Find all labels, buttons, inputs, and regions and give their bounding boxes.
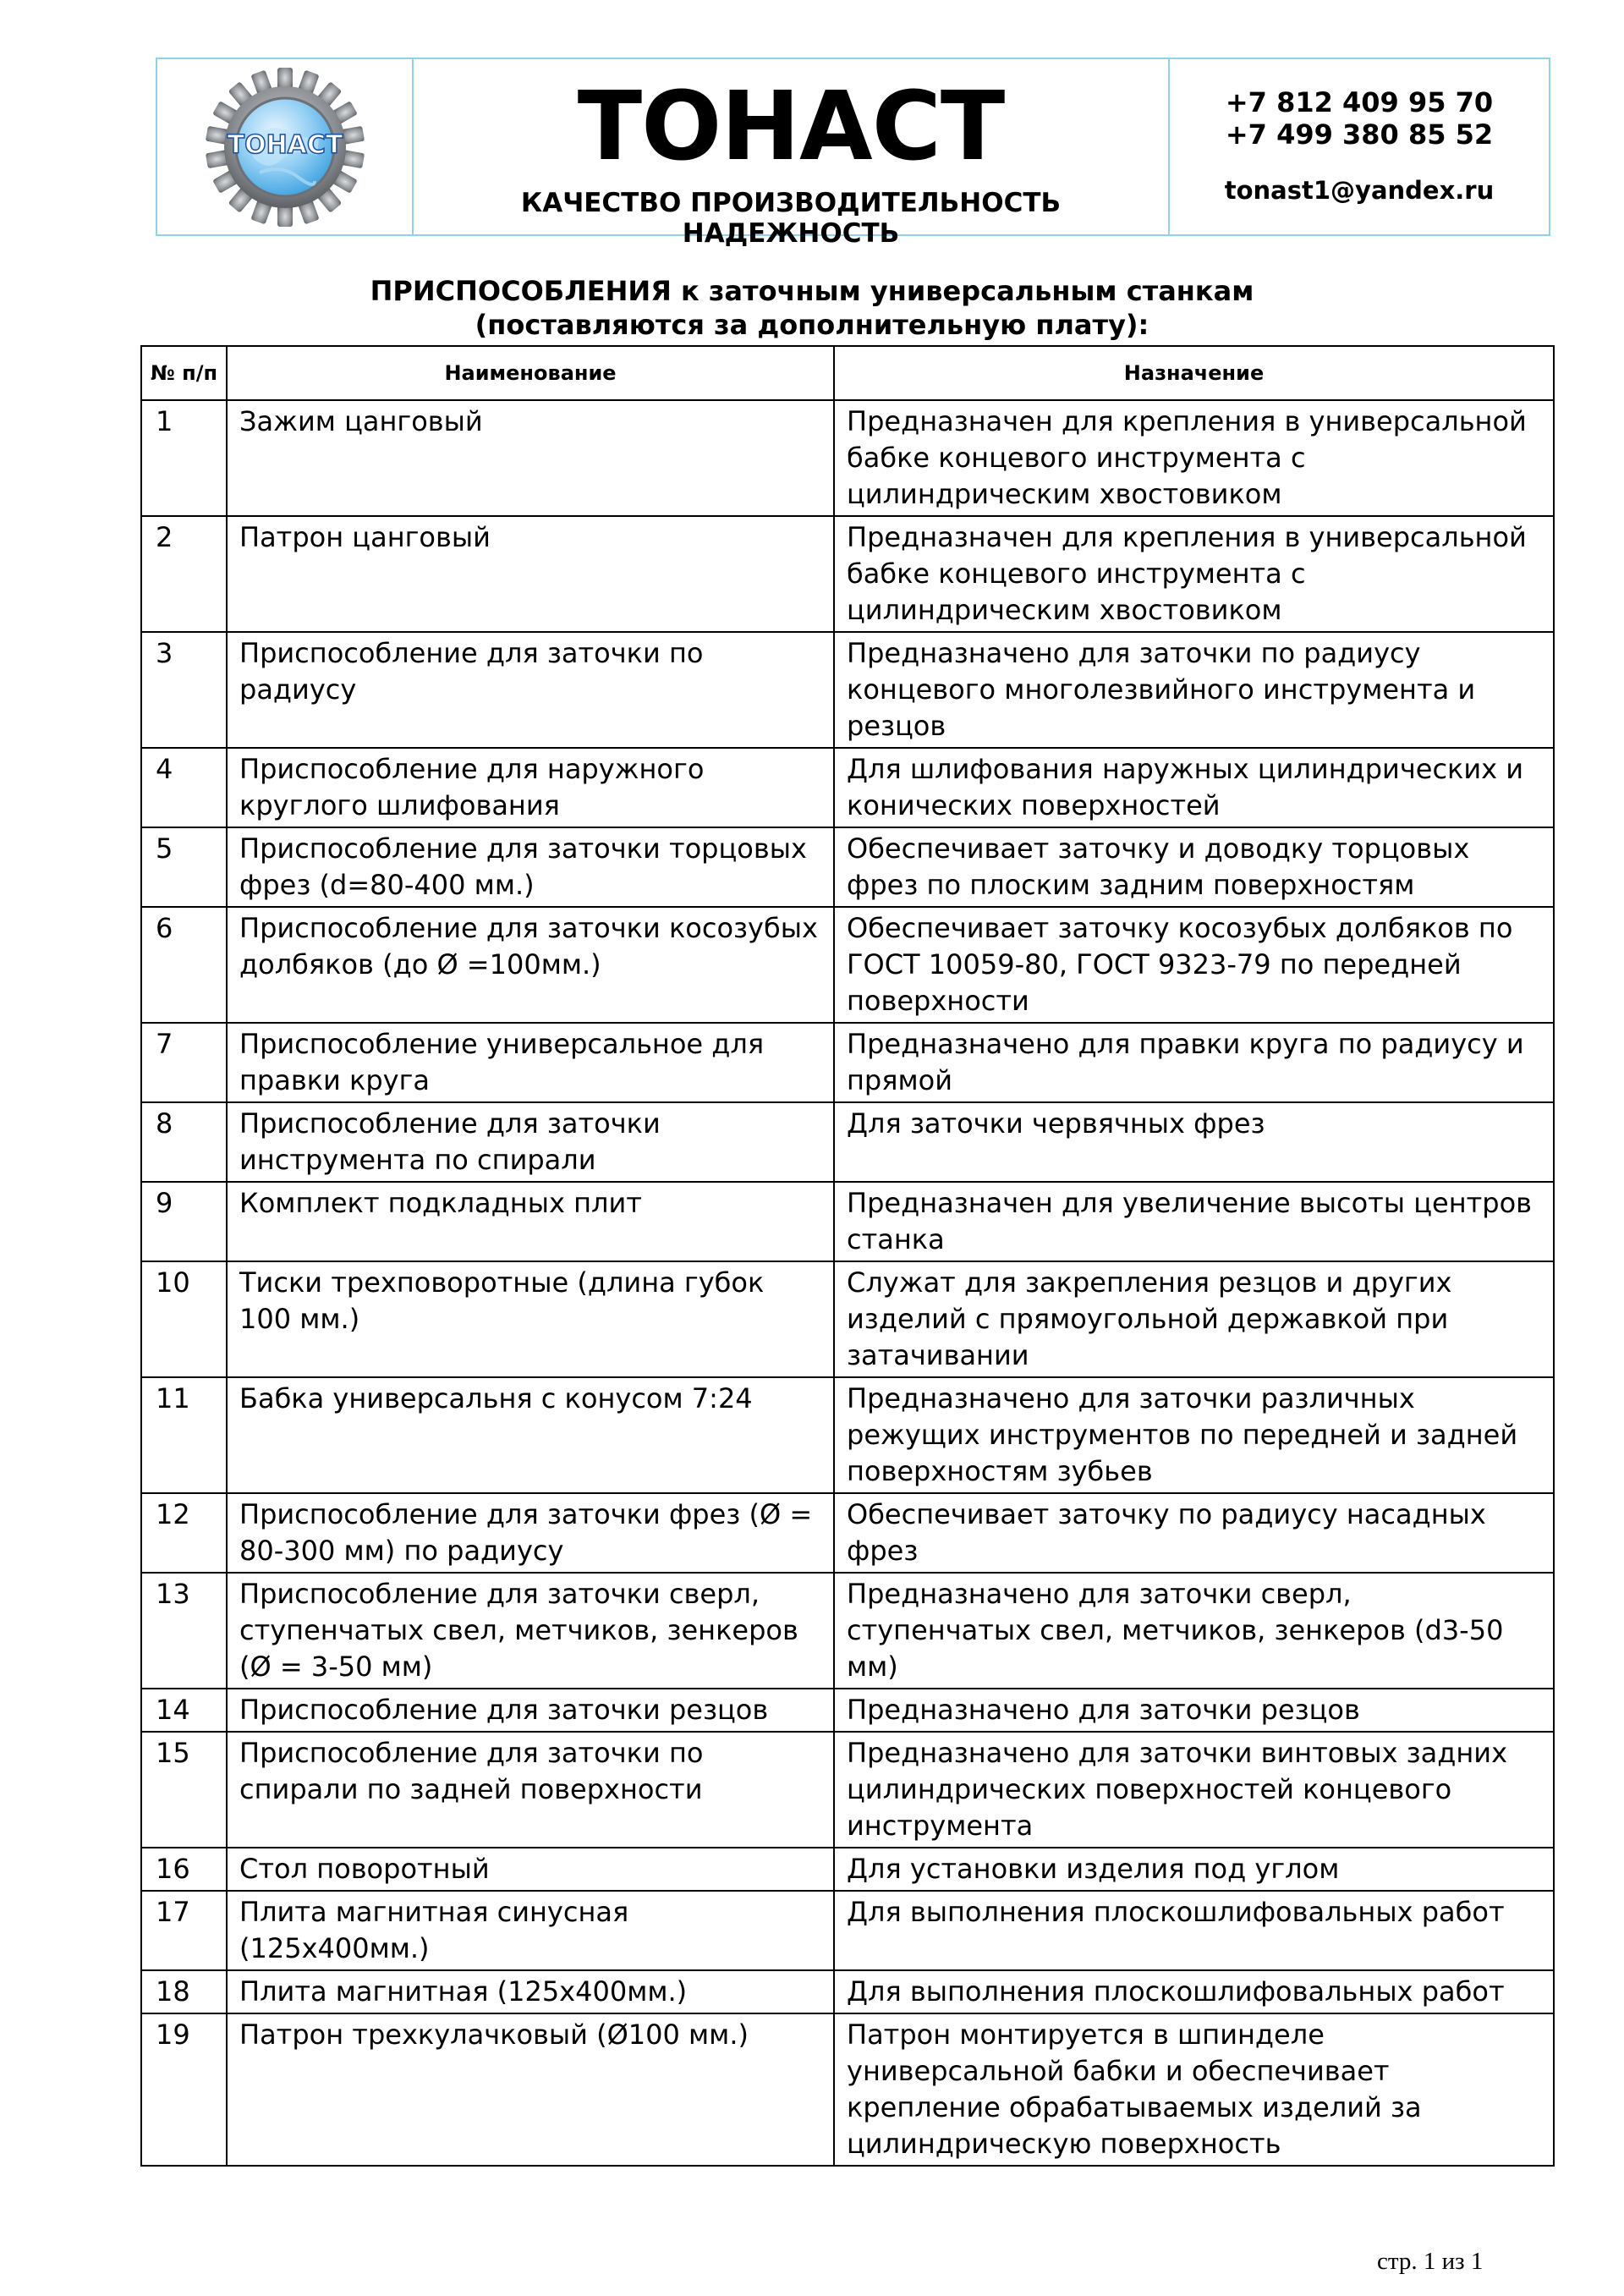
cell-name: Плита магнитная синусная (125х400мм.) bbox=[227, 1891, 834, 1970]
cell-purpose: Предназначено для заточки резцов bbox=[834, 1689, 1554, 1732]
header-purpose: Назначение bbox=[834, 346, 1554, 400]
cell-name: Приспособление для заточки по радиусу bbox=[227, 632, 834, 748]
table-row bbox=[141, 1689, 1554, 1732]
cell-name: Приспособление универсальное для правки круга bbox=[227, 1023, 834, 1102]
cell-purpose: Предназначено для заточки по радиусу концевого многолезвийного инструмента и резцов bbox=[834, 632, 1554, 748]
cell-name: Комплект подкладных плит bbox=[227, 1182, 834, 1261]
cell-name: Бабка универсальня с конусом 7:24 bbox=[227, 1377, 834, 1493]
cell-num: 4 bbox=[141, 748, 227, 827]
cell-name: Зажим цанговый bbox=[227, 400, 834, 516]
table-row bbox=[141, 1493, 1554, 1573]
header-num: № п/п bbox=[141, 346, 227, 400]
table-row bbox=[141, 1848, 1554, 1891]
document-title: ПРИСПОСОБЛЕНИЯ к заточным универсальным станкам bbox=[370, 275, 1254, 307]
phone-2: +7 499 380 85 52 bbox=[1225, 118, 1494, 151]
document-header bbox=[156, 58, 1550, 249]
cell-num: 5 bbox=[141, 827, 227, 907]
brand-name: ТОНАСТ bbox=[577, 72, 1005, 182]
table-row bbox=[141, 1970, 1554, 2013]
contacts-cell bbox=[1170, 59, 1549, 234]
cell-name: Стол поворотный bbox=[227, 1848, 834, 1891]
cell-name: Приспособление для заточки сверл, ступенчатых свел, метчиков, зенкеров (Ø = 3-50 мм) bbox=[227, 1573, 834, 1689]
cell-num: 3 bbox=[141, 632, 227, 748]
cell-purpose: Служат для закрепления резцов и других изделий с прямоугольной державкой при затачивании bbox=[834, 1261, 1554, 1377]
cell-num: 15 bbox=[141, 1732, 227, 1848]
cell-num: 13 bbox=[141, 1573, 227, 1689]
cell-num: 12 bbox=[141, 1493, 227, 1573]
logo-cell bbox=[157, 59, 414, 234]
cell-num: 10 bbox=[141, 1261, 227, 1377]
brand-cell bbox=[414, 59, 1170, 249]
cell-purpose: Предназначен для крепления в универсальной бабке концевого инструмента с цилиндрическим хвостовиком bbox=[834, 516, 1554, 632]
table-row bbox=[141, 632, 1554, 748]
cell-name: Патрон трехкулачковый (Ø100 мм.) bbox=[227, 2013, 834, 2166]
cell-num: 19 bbox=[141, 2013, 227, 2166]
table-row bbox=[141, 1573, 1554, 1689]
table-body bbox=[141, 400, 1554, 2166]
cell-purpose: Обеспечивает заточку по радиусу насадных фрез bbox=[834, 1493, 1554, 1573]
cell-purpose: Предназначено для правки круга по радиусу и прямой bbox=[834, 1023, 1554, 1102]
cell-num: 14 bbox=[141, 1689, 227, 1732]
table-row bbox=[141, 1261, 1554, 1377]
logo-label: ТОНАСТ bbox=[227, 129, 343, 160]
cell-purpose: Предназначено для заточки винтовых задних цилиндрических поверхностей концевого инструмента bbox=[834, 1732, 1554, 1848]
cell-purpose: Обеспечивает заточку и доводку торцовых фрез по плоским задним поверхностям bbox=[834, 827, 1554, 907]
cell-name: Плита магнитная (125х400мм.) bbox=[227, 1970, 834, 2013]
cell-name: Патрон цанговый bbox=[227, 516, 834, 632]
cell-name: Приспособление для заточки по спирали по задней поверхности bbox=[227, 1732, 834, 1848]
document-subtitle: (поставляются за дополнительную плату): bbox=[475, 309, 1149, 341]
table-row bbox=[141, 1102, 1554, 1182]
email: tonast1@yandex.ru bbox=[1224, 176, 1495, 205]
cell-num: 9 bbox=[141, 1182, 227, 1261]
cell-num: 17 bbox=[141, 1891, 227, 1970]
cell-purpose: Предназначен для увеличение высоты центров станка bbox=[834, 1182, 1554, 1261]
cell-num: 2 bbox=[141, 516, 227, 632]
table-row bbox=[141, 1891, 1554, 1970]
cell-purpose: Для установки изделия под углом bbox=[834, 1848, 1554, 1891]
cell-num: 8 bbox=[141, 1102, 227, 1182]
company-logo bbox=[200, 63, 370, 232]
table-row bbox=[141, 1023, 1554, 1102]
cell-name: Тиски трехповоротные (длина губок 100 мм.) bbox=[227, 1261, 834, 1377]
table-row bbox=[141, 1182, 1554, 1261]
cell-purpose: Предназначено для заточки сверл, ступенчатых свел, метчиков, зенкеров (d3-50 мм) bbox=[834, 1573, 1554, 1689]
table-row bbox=[141, 1732, 1554, 1848]
page-number: стр. 1 из 1 bbox=[1377, 2248, 1484, 2275]
table-row bbox=[141, 400, 1554, 516]
table-row bbox=[141, 1377, 1554, 1493]
cell-name: Приспособление для заточки инструмента по спирали bbox=[227, 1102, 834, 1182]
cell-purpose: Патрон монтируется в шпинделе универсальной бабки и обеспечивает крепление обрабатываемых изделий за цилиндрическую поверхность bbox=[834, 2013, 1554, 2166]
cell-purpose: Для выполнения плоскошлифовальных работ bbox=[834, 1891, 1554, 1970]
table-header-row bbox=[141, 346, 1554, 400]
cell-num: 7 bbox=[141, 1023, 227, 1102]
cell-purpose: Для выполнения плоскошлифовальных работ bbox=[834, 1970, 1554, 2013]
cell-name: Приспособление для заточки косозубых долбяков (до Ø =100мм.) bbox=[227, 907, 834, 1023]
cell-name: Приспособление для заточки фрез (Ø = 80-300 мм) по радиусу bbox=[227, 1493, 834, 1573]
table-row bbox=[141, 516, 1554, 632]
table-row bbox=[141, 2013, 1554, 2166]
brand-slogan: КАЧЕСТВО ПРОИЗВОДИТЕЛЬНОСТЬ НАДЕЖНОСТЬ bbox=[520, 188, 1062, 249]
cell-purpose: Предназначен для крепления в универсальной бабке концевого инструмента с цилиндрическим хвостовиком bbox=[834, 400, 1554, 516]
cell-num: 18 bbox=[141, 1970, 227, 2013]
cell-num: 11 bbox=[141, 1377, 227, 1493]
cell-purpose: Для заточки червячных фрез bbox=[834, 1102, 1554, 1182]
accessories-table bbox=[140, 345, 1555, 2167]
table-row bbox=[141, 907, 1554, 1023]
cell-purpose: Предназначено для заточки различных режущих инструментов по передней и задней поверхностям зубьев bbox=[834, 1377, 1554, 1493]
cell-num: 1 bbox=[141, 400, 227, 516]
cell-name: Приспособление для заточки резцов bbox=[227, 1689, 834, 1732]
table-row bbox=[141, 748, 1554, 827]
cell-name: Приспособление для заточки торцовых фрез (d=80-400 мм.) bbox=[227, 827, 834, 907]
table-row bbox=[141, 827, 1554, 907]
cell-num: 16 bbox=[141, 1848, 227, 1891]
cell-num: 6 bbox=[141, 907, 227, 1023]
header-name: Наименование bbox=[227, 346, 834, 400]
cell-purpose: Обеспечивает заточку косозубых долбяков по ГОСТ 10059-80, ГОСТ 9323-79 по передней поверхности bbox=[834, 907, 1554, 1023]
cell-purpose: Для шлифования наружных цилиндрических и конических поверхностей bbox=[834, 748, 1554, 827]
phone-1: +7 812 409 95 70 bbox=[1225, 86, 1494, 118]
cell-name: Приспособление для наружного круглого шлифования bbox=[227, 748, 834, 827]
